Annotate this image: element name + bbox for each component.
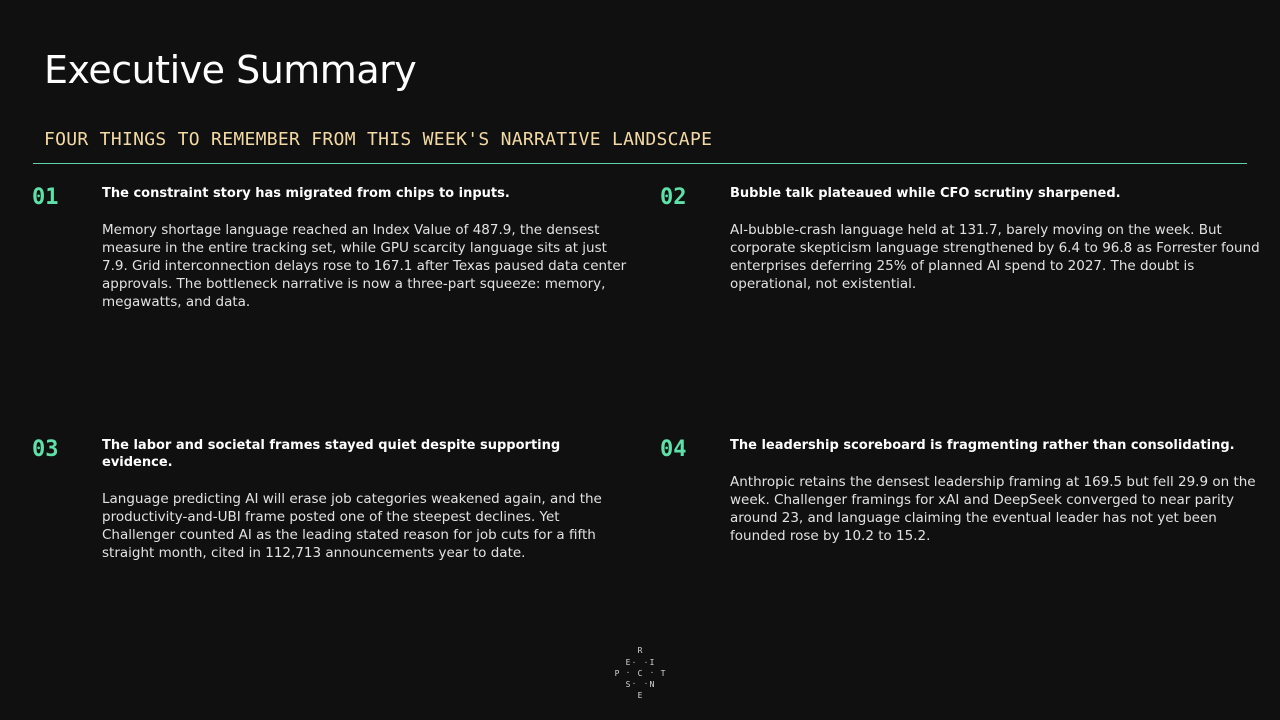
point-heading: The labor and societal frames stayed quiet despite supporting evidence. <box>102 438 561 470</box>
logo-letter: E <box>625 658 631 667</box>
logo-dot: · <box>643 680 649 688</box>
page-subtitle: FOUR THINGS TO REMEMBER FROM THIS WEEK'S NARRATIVE LANDSCAPE <box>44 129 713 150</box>
logo-letter: P <box>614 669 620 678</box>
point-number: 02 <box>660 185 687 210</box>
point-heading: The constraint story has migrated from chips to inputs. <box>102 186 510 201</box>
logo-letter: E <box>637 691 643 700</box>
point-heading: Bubble talk plateaued while CFO scrutiny sharpened. <box>730 186 1121 201</box>
divider-rule <box>33 163 1247 164</box>
point-heading: The leadership scoreboard is fragmenting rather than consolidating. <box>730 438 1235 453</box>
logo-letter: R <box>637 646 643 655</box>
logo-dot: · <box>649 669 655 677</box>
logo-dot: · <box>631 680 637 688</box>
logo-letter: N <box>649 680 655 689</box>
point-number: 01 <box>32 185 59 210</box>
point-body: Anthropic retains the densest leadership framing at 169.5 but fell 29.9 on the week. Challenger framings for xAI and DeepSeek converged to near parity around 23, and language claiming the eventual leader has not yet been founded rose by 10.2 to 15.2. <box>730 474 1256 544</box>
logo-letter: T <box>660 669 666 678</box>
logo-dot: · <box>643 659 649 667</box>
point-body: AI-bubble-crash language held at 131.7, barely moving on the week. But corporate skepticism language strengthened by 6.4 to 96.8 as Forrester found enterprises deferring 25% of planned AI spend to 2027. The doubt is operational, not existential. <box>730 222 1260 292</box>
logo-dot: · <box>625 669 631 677</box>
point-body: Memory shortage language reached an Index Value of 487.9, the densest measure in the entire tracking set, while GPU scarcity language sits at just 7.9. Grid interconnection delays rose to 167.1 after Texas paused data center approvals. The bottleneck narrative is now a three-part squeeze: memory, megawatts, and data. <box>102 222 627 310</box>
point-body: Language predicting AI will erase job categories weakened again, and the productivity-and-UBI frame posted one of the steepest declines. Yet Challenger counted AI as the leading stated reason for job cuts for a fifth straight month, cited in 112,713 announcements year to date. <box>102 491 602 561</box>
logo-letter: S <box>625 680 631 689</box>
logo-letter: C <box>637 669 643 678</box>
logo-letter: I <box>649 658 655 667</box>
point-number: 03 <box>32 437 59 462</box>
page-title: Executive Summary <box>44 48 417 92</box>
brand-logo <box>612 646 668 702</box>
logo-dot: · <box>631 659 637 667</box>
point-number: 04 <box>660 437 687 462</box>
